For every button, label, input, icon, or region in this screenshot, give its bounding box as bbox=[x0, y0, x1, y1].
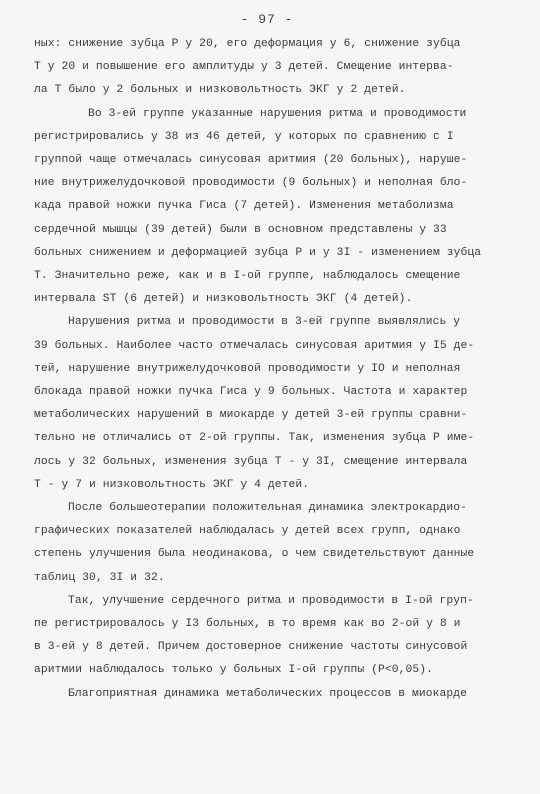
text-line: графических показателей наблюдалась у детей всех групп, однако bbox=[34, 525, 461, 538]
text-line: Благоприятная динамика метаболических процессов в миокарде bbox=[68, 687, 467, 700]
paragraph bbox=[34, 683, 500, 706]
text-line: сердечной мышцы (39 детей) были в основном представлены у 33 bbox=[34, 223, 447, 236]
text-line: Т. Значительно реже, как и в I-ой группе, наблюдалось смещение bbox=[34, 270, 461, 283]
text-line: блокада правой ножки пучка Гиса у 9 больных. Частота и характер bbox=[34, 386, 468, 399]
paragraph bbox=[34, 33, 500, 103]
text-line: тей, нарушение внутрижелудочковой проводимости у IO и неполная bbox=[34, 362, 461, 375]
text-line: ла Т было у 2 больных и низковольтность ЭКГ у 2 детей. bbox=[34, 84, 406, 97]
text-line: када правой ножки пучка Гиса (7 детей). Изменения метаболизма bbox=[34, 200, 454, 213]
text-line: лось у 32 больных, изменения зубца Т - у 3I, смещение интервала bbox=[34, 455, 468, 468]
text-line: Во 3-ей группе указанные нарушения ритма и проводимости bbox=[88, 107, 467, 120]
text-line: регистрировались у 38 из 46 детей, у которых по сравнению с I bbox=[34, 130, 454, 143]
paragraph bbox=[34, 497, 500, 590]
text-line: пе регистрировалось у I3 больных, в то время как во 2-ой у 8 и bbox=[34, 618, 461, 631]
text-line: ние внутрижелудочковой проводимости (9 больных) и неполная бло- bbox=[34, 177, 468, 190]
text-line: таблиц 30, 3I и 32. bbox=[34, 571, 165, 584]
paragraph bbox=[34, 590, 500, 683]
text-line: больных снижением и деформацией зубца Р и у 3I - изменением зубца bbox=[34, 246, 482, 259]
text-line: тельно не отличались от 2-ой группы. Так, изменения зубца Р име- bbox=[34, 432, 475, 445]
text-line: в 3-ей у 8 детей. Причем достоверное снижение частоты синусовой bbox=[34, 641, 468, 654]
body-text bbox=[34, 33, 500, 706]
paragraph bbox=[34, 311, 500, 497]
text-line: группой чаще отмечалась синусовая аритмия (20 больных), наруше- bbox=[34, 154, 468, 167]
text-line: ных: снижение зубца Р у 20, его деформация у 6, снижение зубца bbox=[34, 38, 461, 50]
text-line: Нарушения ритма и проводимости в 3-ей группе выявлялись у bbox=[68, 316, 461, 329]
page-number: - 97 - bbox=[240, 12, 294, 27]
text-line: метаболических нарушений в миокарде у детей 3-ей группы сравни- bbox=[34, 409, 468, 422]
text-line: Так, улучшение сердечного ритма и проводимости в I-ой груп- bbox=[68, 594, 474, 607]
text-line: интервала ST (6 детей) и низковольтность ЭКГ (4 детей). bbox=[34, 293, 413, 306]
text-line: Т у 20 и повышение его амплитуды у 3 детей. Смещение интерва- bbox=[34, 61, 454, 74]
paragraph bbox=[34, 103, 500, 312]
text-line: степень улучшения была неодинакова, о чем свидетельствуют данные bbox=[34, 548, 475, 561]
text-line: Т - у 7 и низковольтность ЭКГ у 4 детей. bbox=[34, 478, 310, 491]
text-line: аритмии наблюдалось только у больных I-ой группы (Р<0,05). bbox=[34, 664, 433, 677]
text-line: 39 больных. Наиболее часто отмечалась синусовая аритмия у I5 де- bbox=[34, 339, 475, 352]
text-line: После большеотерапии положительная динамика электрокардио- bbox=[68, 502, 467, 515]
